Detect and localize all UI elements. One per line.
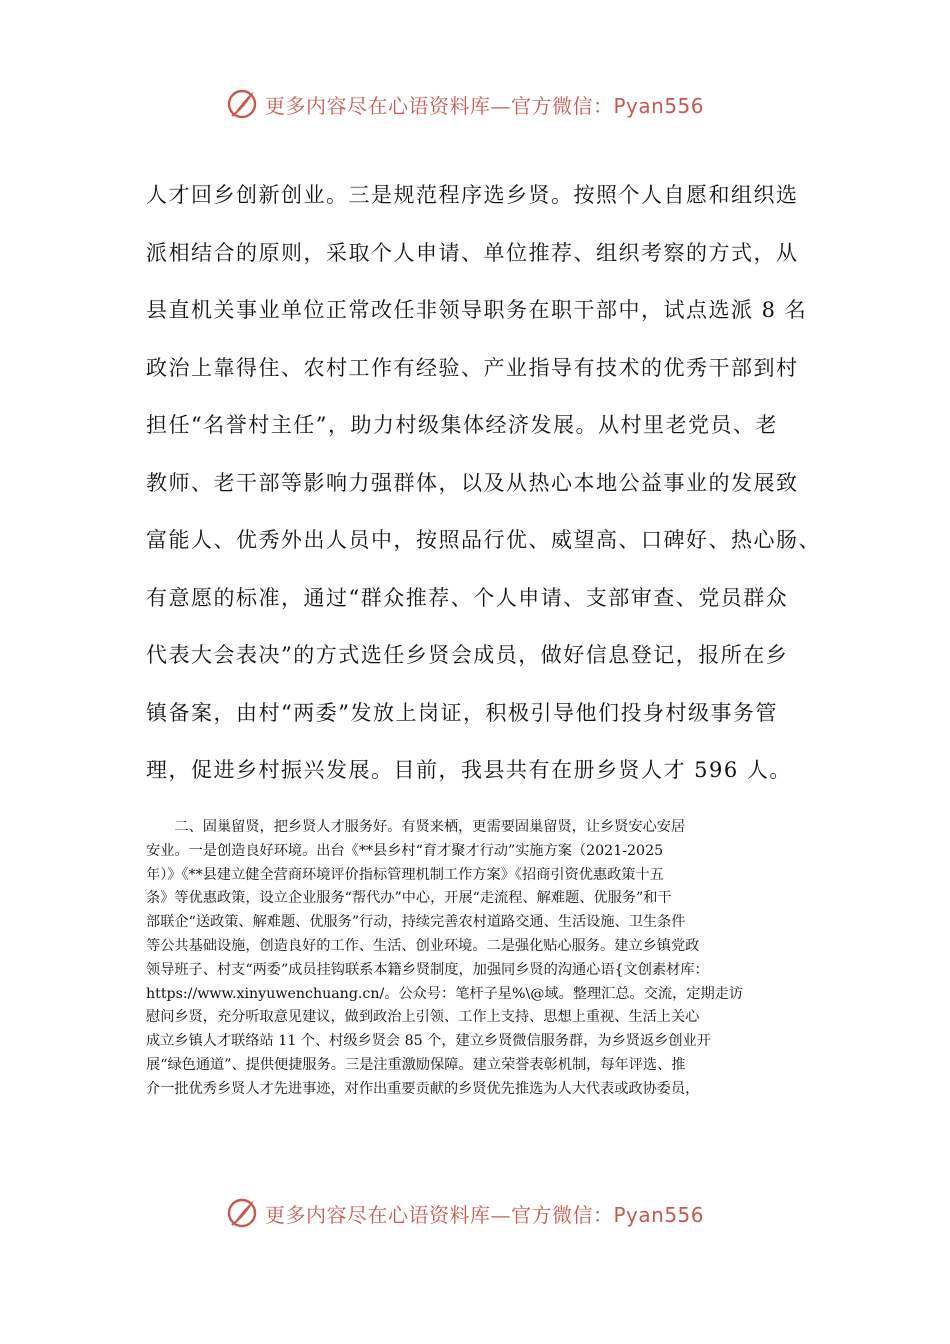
text-line: 部联企“送政策、解难题、优服务”行动，持续完善农村道路交通、生活设施、卫生条件 xyxy=(146,914,686,931)
large-text-block xyxy=(146,176,821,809)
header-banner-text: 更多内容尽在心语资料库—官方微信：Pyan556 xyxy=(265,93,705,118)
footer-banner-text: 更多内容尽在心语资料库—官方微信：Pyan556 xyxy=(265,1202,705,1227)
text-line: 有意愿的标准，通过“群众推荐、个人申请、支部审查、党员群众 xyxy=(146,585,789,610)
text-line: 代表大会表决”的方式选任乡贤会成员，做好信息登记，报所在乡 xyxy=(146,643,789,667)
text-line: 县直机关事业单位正常改任非领导职务在职干部中，试点选派 8 名 xyxy=(146,298,808,322)
text-line: 镇备案，由村“两委”发放上岗证，积极引导他们投身村级事务管 xyxy=(146,700,778,725)
text-line: 慰问乡贤，充分听取意见建议，做到政治上引领、工作上支持、思想上重视、生活上关心 xyxy=(146,1009,700,1026)
text-line: 担任“名誉村主任”，助力村级集体经济发展。从村里老党员、老 xyxy=(146,413,778,437)
text-line: 教师、老干部等影响力强群体，以及从热心本地公益事业的发展致 xyxy=(146,470,799,495)
text-line: 安业。一是创造良好环境。出台《**县乡村“育才聚才行动”实施方案（2021-2025 xyxy=(146,842,664,859)
small-text-block xyxy=(146,816,816,1102)
text-line: 政治上靠得住、农村工作有经验、产业指导有技术的优秀干部到村 xyxy=(146,355,799,380)
text-line: 人才回乡创新创业。三是规范程序选乡贤。按照个人自愿和组织选 xyxy=(146,183,799,207)
text-line: https://www.xinyuwenchuang.cn/。公众号：笔杆子星%\@域。整理汇总。交流，定期走访 xyxy=(146,985,744,1002)
text-line: 派相结合的原则，采取个人申请、单位推荐、组织考察的方式，从 xyxy=(146,240,799,265)
text-line: 二、固巢留贤，把乡贤人才服务好。有贤来栖，更需要固巢留贤，让乡贤安心安居 xyxy=(146,819,686,835)
text-line: 展“绿色通道”、提供便捷服务。三是注重激励保障。建立荣誉表彰机制，每年评选、推 xyxy=(146,1056,686,1073)
text-line: 等公共基础设施，创造良好的工作、生活、创业环境。二是强化贴心服务。建立乡镇党政 xyxy=(146,937,700,954)
text-line: 介一批优秀乡贤人才先进事迹，对作出重要贡献的乡贤优先推选为人大代表或政协委员， xyxy=(146,1080,700,1097)
quill-pen-icon xyxy=(225,1196,259,1230)
quill-pen-icon xyxy=(225,87,259,121)
text-line: 领导班子、村支“两委”成员挂钩联系本籍乡贤制度，加强同乡贤的沟通心语{文创素材库： xyxy=(146,961,709,978)
text-line: 理，促进乡村振兴发展。目前，我县共有在册乡贤人才 596 人。 xyxy=(146,758,792,782)
text-line: 成立乡镇人才联络站 11 个、村级乡贤会 85 个，建立乡贤微信服务群，为乡贤返乡创业开 xyxy=(146,1033,711,1050)
text-line: 年）》《**县建立健全营商环境评价指标管理机制工作方案》《招商引资优惠政策十五 xyxy=(146,866,664,883)
header-banner xyxy=(225,84,704,124)
text-line: 条》等优惠政策，设立企业服务“帮代办”中心，开展“走流程、解难题、优服务”和干 xyxy=(146,890,672,907)
footer-banner xyxy=(225,1193,704,1233)
text-line: 富能人、优秀外出人员中，按照品行优、威望高、口碑好、热心肠、 xyxy=(146,528,821,552)
